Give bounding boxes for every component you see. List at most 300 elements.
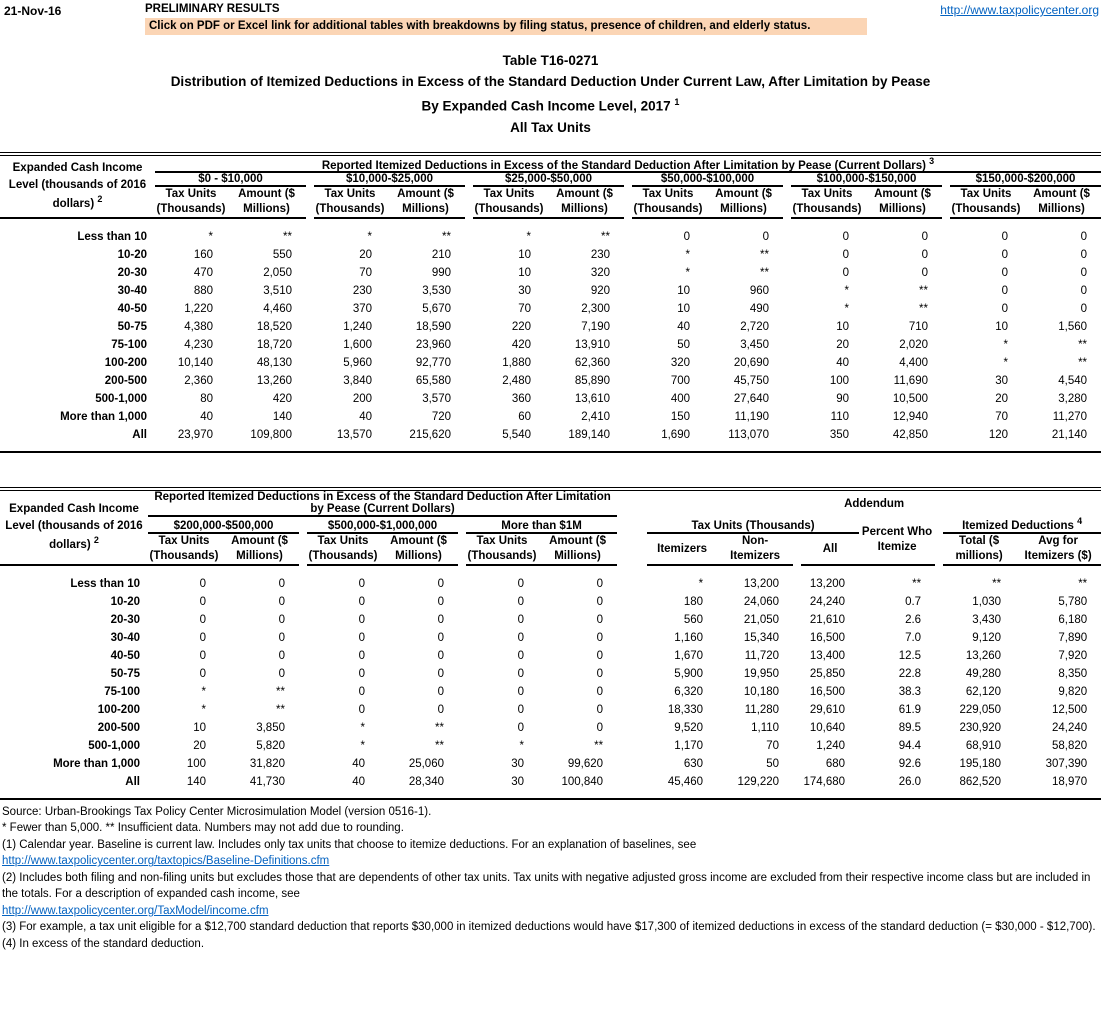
table-row [0, 665, 1101, 683]
spacer [306, 282, 314, 300]
cell-value: 3,570 [422, 393, 451, 406]
cell-value: 21,610 [809, 613, 846, 626]
cell-value: 3,280 [1058, 393, 1088, 406]
spacer [299, 647, 307, 665]
sub-header: Tax Units (Thousands) [307, 533, 379, 565]
sub-header: Amount ($ Millions) [227, 186, 306, 218]
sub-header-avg: Avg for Itemizers ($) [1015, 533, 1101, 565]
cell-value: 45,460 [667, 775, 704, 788]
table-row [0, 719, 1101, 737]
spacer [299, 533, 307, 565]
table-row [0, 647, 1101, 665]
cell-value: 220 [511, 321, 531, 334]
cell-value: 880 [193, 285, 213, 298]
row-label: 75-100 [111, 339, 147, 352]
cell-value: 0 [1001, 231, 1008, 244]
row-label: 30-40 [117, 285, 147, 298]
cell-value: * [526, 231, 531, 244]
spacer [783, 218, 791, 246]
table-row [0, 773, 1101, 799]
group-header: $10,000-$25,000 [314, 172, 465, 186]
gap-spacer [617, 665, 647, 683]
spacer [793, 665, 801, 683]
cell-value: 180 [683, 595, 704, 608]
cell-value: 550 [272, 249, 292, 262]
spacer [458, 737, 466, 755]
spacer [783, 246, 791, 264]
group-header-row [0, 516, 1101, 533]
cell-value: 0 [358, 613, 365, 626]
cell-value: 18,720 [256, 339, 292, 352]
cell-value: 2,020 [899, 339, 928, 352]
report-date: 21-Nov-16 [4, 4, 62, 18]
cell-value: 0 [1001, 267, 1008, 280]
spacer [624, 408, 632, 426]
cell-value: 2,480 [502, 375, 531, 388]
cell-value: 10,640 [809, 721, 846, 734]
cell-value: 2,050 [263, 267, 292, 280]
cell-value: 27,640 [733, 393, 769, 406]
cell-value: 70 [359, 267, 372, 280]
spacer [942, 264, 950, 282]
spacer [942, 246, 950, 264]
cell-value: * [208, 231, 213, 244]
spacer [458, 629, 466, 647]
cell-value: * [844, 285, 849, 298]
cell-value: 129,220 [737, 775, 780, 788]
sub-header: Amount ($ Millions) [545, 186, 624, 218]
spacer [458, 665, 466, 683]
footnotes [0, 804, 1101, 953]
spacer [465, 426, 473, 452]
cell-value: 0 [921, 267, 928, 280]
cell-value: 0 [278, 631, 285, 644]
cell-value: ** [276, 703, 285, 716]
cell-value: 10 [518, 249, 531, 262]
cell-value: 0 [358, 667, 365, 680]
addendum-tax-units-header: Tax Units (Thousands) [647, 516, 859, 533]
spacer [465, 390, 473, 408]
cell-value: 195,180 [959, 757, 1002, 770]
cell-value: 70 [995, 411, 1008, 424]
cell-value: 16,500 [809, 685, 846, 698]
cell-value: 11,270 [1052, 411, 1088, 424]
spacer [458, 516, 466, 533]
cell-value: 60 [518, 411, 531, 424]
cell-value: 1,160 [674, 631, 704, 644]
spacer [465, 336, 473, 354]
cell-value: 0 [517, 595, 524, 608]
cell-value: 70 [766, 739, 780, 752]
gap-spacer [617, 737, 647, 755]
sub-header-total: Total ($ millions) [943, 533, 1015, 565]
cell-value: 0 [517, 577, 524, 590]
top-center [145, 3, 867, 35]
table-row [0, 408, 1101, 426]
gap-spacer [617, 593, 647, 611]
cell-value: 3,430 [972, 613, 1002, 626]
gap-spacer [617, 611, 647, 629]
spacer [624, 300, 632, 318]
cell-value: * [685, 249, 690, 262]
stub-header: Expanded Cash Income Level (thousands of 2016 dollars) $^2$ [0, 489, 148, 565]
cell-value: 20 [193, 739, 206, 752]
cell-value: 62,360 [574, 357, 610, 370]
cell-value: 230 [590, 249, 610, 262]
row-label: 20-30 [110, 613, 140, 626]
symbols-note: * Fewer than 5,000. ** Insufficient data. Numbers may not add due to rounding. [2, 822, 404, 835]
cell-value: 7.0 [905, 631, 922, 644]
spacer [935, 755, 943, 773]
spacer [793, 683, 801, 701]
cell-value: 24,060 [743, 595, 780, 608]
row-label: 40-50 [117, 303, 147, 316]
cell-value: 1,600 [343, 339, 372, 352]
gap-spacer [617, 719, 647, 737]
cell-value: 30 [511, 757, 524, 770]
cell-value: 49,280 [965, 667, 1002, 680]
cell-value: 3,850 [256, 721, 285, 734]
cell-value: 470 [193, 267, 213, 280]
sub-header: Amount ($ Millions) [386, 186, 465, 218]
cell-value: * [360, 721, 365, 734]
spacer [793, 737, 801, 755]
footnote-marker-2: 2 [93, 535, 99, 546]
cell-value: 1,240 [343, 321, 372, 334]
cell-value: 24,240 [809, 595, 846, 608]
cell-value: 307,390 [1045, 757, 1088, 770]
spacer [624, 390, 632, 408]
gap-spacer [617, 565, 647, 593]
cell-value: 10 [677, 285, 690, 298]
cell-value: * [201, 703, 206, 716]
spacer [942, 408, 950, 426]
group-header: $500,000-$1,000,000 [307, 516, 458, 533]
spacer [624, 318, 632, 336]
spacer [306, 300, 314, 318]
cell-value: 0 [278, 649, 285, 662]
spacer [624, 354, 632, 372]
cell-value: 0 [199, 577, 206, 590]
cell-value: 0 [1080, 249, 1088, 262]
spacer [306, 218, 314, 246]
cell-value: 140 [186, 775, 206, 788]
spacer [942, 426, 950, 452]
spacer [299, 755, 307, 773]
cell-value: 0 [517, 685, 524, 698]
cell-value: 18,970 [1051, 775, 1088, 788]
footnote-marker-2: 2 [97, 194, 103, 205]
cell-value: 13,610 [574, 393, 610, 406]
spacer [793, 701, 801, 719]
cell-value: 0 [199, 595, 206, 608]
addendum-header: Addendum [844, 497, 905, 510]
spacer [935, 629, 943, 647]
cell-value: 0 [437, 649, 444, 662]
cell-value: 0 [199, 613, 206, 626]
cell-value: 20 [995, 393, 1008, 406]
cell-value: 560 [683, 613, 704, 626]
cell-value: 31,820 [249, 757, 285, 770]
cell-value: 26.0 [898, 775, 922, 788]
cell-value: 0 [596, 667, 604, 680]
spacer [458, 647, 466, 665]
cell-value: 4,400 [899, 357, 928, 370]
spacer [306, 354, 314, 372]
spacer [465, 246, 473, 264]
cell-value: 25,850 [809, 667, 846, 680]
spacer [306, 318, 314, 336]
spacer [942, 172, 950, 186]
cell-value: 11,190 [734, 411, 769, 424]
cell-value: ** [435, 739, 444, 752]
cell-value: 0 [199, 631, 206, 644]
spacer [935, 593, 943, 611]
cell-value: 0 [199, 649, 206, 662]
spacer [458, 755, 466, 773]
cell-value: 85,890 [574, 375, 610, 388]
header-row [0, 154, 1101, 173]
cell-value: 0 [278, 595, 285, 608]
spacer [942, 300, 950, 318]
cell-value: 11,720 [744, 649, 780, 662]
table-row [0, 701, 1101, 719]
cell-value: * [685, 267, 690, 280]
cell-value: 0 [596, 577, 604, 590]
cell-value: 10 [193, 721, 206, 734]
spacer [793, 593, 801, 611]
cell-value: 0 [517, 667, 524, 680]
table-row [0, 611, 1101, 629]
spacer [299, 719, 307, 737]
sub-header: Tax Units (Thousands) [473, 186, 545, 218]
cell-value: 0 [1080, 285, 1088, 298]
cell-value: * [360, 739, 365, 752]
spacer [935, 719, 943, 737]
spacer [783, 426, 791, 452]
table-row [0, 755, 1101, 773]
cell-value: 0 [358, 649, 365, 662]
cell-value: 18,520 [256, 321, 292, 334]
cell-value: 18,590 [415, 321, 451, 334]
spacer [624, 246, 632, 264]
sub-header-itemizers: Itemizers [647, 533, 717, 565]
spacer [783, 172, 791, 186]
cell-value: 5,960 [343, 357, 372, 370]
cell-value: ** [601, 231, 610, 244]
table-row [0, 372, 1101, 390]
cell-value: 4,460 [263, 303, 292, 316]
cell-value: 0 [596, 685, 604, 698]
cell-value: 0.7 [905, 595, 922, 608]
cell-value: 0 [842, 249, 849, 262]
cell-value: * [367, 231, 372, 244]
spacer [299, 683, 307, 701]
cell-value: 1,240 [816, 739, 846, 752]
percent-who-itemize-header: Percent Who Itemize [859, 516, 935, 565]
gap-spacer [617, 683, 647, 701]
table-row [0, 737, 1101, 755]
cell-value: * [698, 577, 704, 590]
cell-value: ** [919, 285, 928, 298]
span-header: Reported Itemized Deductions in Excess of the Standard Deduction After Limitation by Pease (Current Dollars) $^3$ [155, 154, 1101, 173]
cell-value: 0 [762, 231, 769, 244]
spacer [624, 372, 632, 390]
cell-value: 0 [842, 267, 849, 280]
row-label: 500-1,000 [95, 393, 147, 406]
title-block [0, 50, 1101, 138]
spacer [793, 647, 801, 665]
cell-value: 11,280 [744, 703, 780, 716]
cell-value: 40 [677, 321, 690, 334]
footnote-2: (2) Includes both filing and non-filing units but excludes those that are dependents of other tax units. Tax units with negative adjusted gross income are excluded from their respective income class but are included in the totals. For a description of expanded cash income, see [2, 871, 1091, 901]
spacer [306, 426, 314, 452]
top-right [867, 3, 1101, 17]
row-label: Less than 10 [70, 577, 140, 590]
row-label: All [125, 775, 140, 788]
table-row [0, 390, 1101, 408]
spacer [458, 611, 466, 629]
cell-value: 0 [1001, 285, 1008, 298]
cell-value: ** [283, 231, 292, 244]
spacer [783, 354, 791, 372]
cell-value: 15,340 [743, 631, 780, 644]
spacer [942, 186, 950, 218]
cell-value: ** [594, 739, 604, 752]
cell-value: 20 [836, 339, 849, 352]
site-url-link[interactable]: http://www.taxpolicycenter.org [940, 3, 1099, 17]
spacer [783, 282, 791, 300]
cell-value: 0 [1080, 267, 1088, 280]
spacer [465, 354, 473, 372]
cell-value: 0 [921, 249, 928, 262]
cell-value: 25,060 [408, 757, 444, 770]
cell-value: 710 [908, 321, 928, 334]
cell-value: 50 [677, 339, 690, 352]
spacer [458, 701, 466, 719]
cell-value: 210 [431, 249, 451, 262]
spacer [935, 683, 943, 701]
cell-value: 0 [278, 667, 285, 680]
group-header: $25,000-$50,000 [473, 172, 624, 186]
row-label: 100-200 [104, 357, 147, 370]
group-header: $0 - $10,000 [155, 172, 306, 186]
preliminary-results-label: PRELIMINARY RESULTS [145, 3, 280, 15]
sub-header: Amount ($ Millions) [863, 186, 942, 218]
cell-value: 630 [683, 757, 704, 770]
table-subtitle: By Expanded Cash Income Level, 2017 $^1$ [421, 97, 680, 114]
cell-value: 2,410 [581, 411, 610, 424]
cell-value: 0 [596, 595, 604, 608]
income-definition-link[interactable]: http://www.taxpolicycenter.org/TaxModel/income.cfm [2, 904, 269, 917]
spacer [942, 318, 950, 336]
spacer [793, 611, 801, 629]
cell-value: 360 [511, 393, 531, 406]
sub-header: Tax Units (Thousands) [155, 186, 227, 218]
spacer [942, 218, 950, 246]
footnote-marker-1: 1 [674, 97, 680, 107]
cell-value: 20 [359, 249, 372, 262]
cell-value: 229,050 [959, 703, 1002, 716]
cell-value: 10 [518, 267, 531, 280]
sub-header: Tax Units (Thousands) [632, 186, 704, 218]
cell-value: 0 [1001, 249, 1008, 262]
cell-value: ** [919, 303, 928, 316]
cell-value: 7,890 [1058, 631, 1088, 644]
income-table-1 [0, 152, 1101, 454]
cell-value: 30 [511, 775, 524, 788]
footnote-1: (1) Calendar year. Baseline is current law. Includes only tax units that choose to itemize deductions. For an explanation of baselines, see [2, 838, 697, 851]
cell-value: ** [760, 249, 769, 262]
spacer [299, 516, 307, 533]
sub-header: Amount ($ Millions) [538, 533, 617, 565]
cell-value: 2.6 [905, 613, 922, 626]
spacer [299, 565, 307, 593]
cell-value: * [1003, 339, 1008, 352]
spacer [783, 408, 791, 426]
cell-value: 10,140 [177, 357, 213, 370]
spacer [624, 282, 632, 300]
cell-value: 5,670 [422, 303, 451, 316]
spacer [306, 264, 314, 282]
cell-value: * [844, 303, 849, 316]
spacer [458, 773, 466, 799]
group-header-row [0, 172, 1101, 186]
spacer [935, 665, 943, 683]
cell-value: 42,850 [892, 429, 928, 442]
cell-value: 2,300 [581, 303, 610, 316]
cell-value: 680 [825, 757, 846, 770]
cell-value: 18,330 [667, 703, 704, 716]
cell-value: 0 [683, 231, 690, 244]
cell-value: 12,500 [1051, 703, 1088, 716]
cell-value: 0 [358, 577, 365, 590]
cell-value: 700 [670, 375, 690, 388]
cell-value: 0 [517, 703, 524, 716]
cell-value: 0 [437, 667, 444, 680]
sub-header-all: All [801, 533, 859, 565]
cell-value: 160 [193, 249, 213, 262]
cell-value: 23,960 [415, 339, 451, 352]
spacer [942, 354, 950, 372]
spacer [306, 246, 314, 264]
cell-value: 0 [596, 613, 604, 626]
footnote-3: (3) For example, a tax unit eligible for a $12,700 standard deduction that reports $30,000 in itemized deductions would have $17,300 of itemized deductions in excess of the standard deduction (= $30,000 - $12,700). [2, 921, 1096, 934]
cell-value: 0 [278, 613, 285, 626]
row-label: 10-20 [110, 595, 140, 608]
cell-value: ** [276, 685, 285, 698]
baseline-definitions-link[interactable]: http://www.taxpolicycenter.org/taxtopics/Baseline-Definitions.cfm [2, 855, 330, 868]
spacer [935, 737, 943, 755]
cell-value: 1,670 [674, 649, 704, 662]
cell-value: 28,340 [408, 775, 444, 788]
cell-value: 0 [358, 631, 365, 644]
cell-value: 30 [518, 285, 531, 298]
cell-value: 990 [431, 267, 451, 280]
table-row [0, 629, 1101, 647]
cell-value: 8,350 [1058, 667, 1088, 680]
spacer [624, 186, 632, 218]
cell-value: 960 [749, 285, 769, 298]
gap-spacer [617, 647, 647, 665]
cell-value: 3,530 [422, 285, 451, 298]
cell-value: 45,750 [733, 375, 769, 388]
cell-value: 70 [518, 303, 531, 316]
table-row [0, 683, 1101, 701]
stub-header: Expanded Cash Income Level (thousands of 2016 dollars) $^2$ [0, 154, 155, 219]
cell-value: ** [1078, 339, 1088, 352]
cell-value: 80 [200, 393, 213, 406]
